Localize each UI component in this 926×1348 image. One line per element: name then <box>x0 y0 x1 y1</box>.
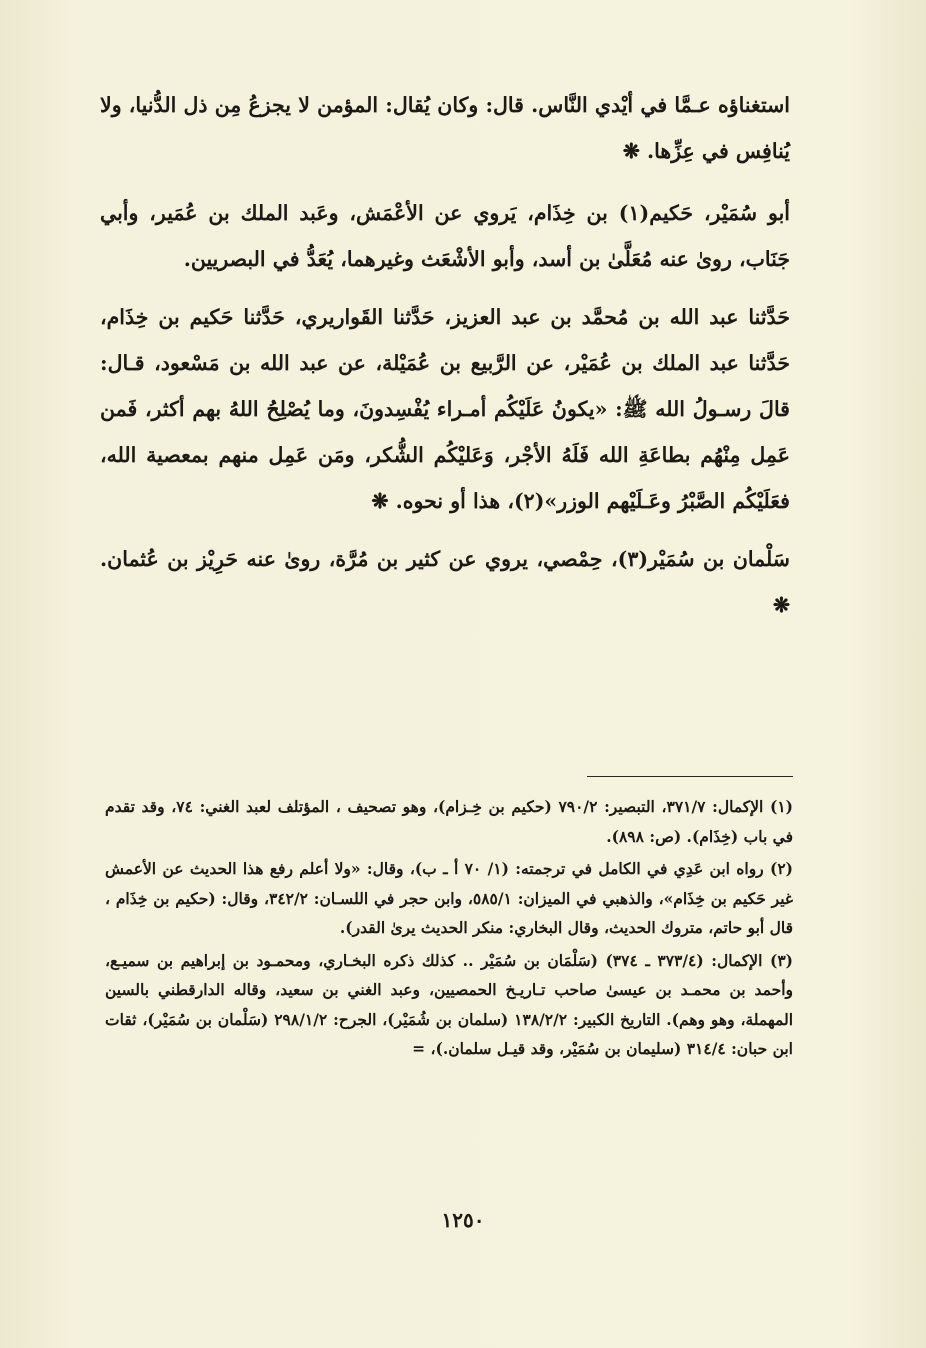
footnote-3: (٣) الإكمال: (٣٧٣/٤ ـ ٣٧٤) (سَلْمَان بن سُمَيْر .. كذلك ذكره البخـاري، ومحمـود بن إبراهيم بن سميـع، وأحمد بن محمـد بن عيسىٰ صاحب تـاريـخ الحمصيين، وعبد الغني بن سعيد، وقاله الدارقطني بالسين المهملة، وهو وهم). التاريخ الكبير: ١٣٨/٢/٢ (سلمان بن شُمَيْر)، الجرح: ٢٩٨/١/٢ (سَلْمان بن سُمَيْر)، ثقات ابن حبان: ٣١٤/٤ (سليمان بن سُمَيْر، وقد قيـل سلمان.)، = <box>105 950 794 1058</box>
page-number: ١٢٥٠ <box>441 1208 485 1232</box>
paragraph-2: أبو سُمَيْر، حَكيم(١) بن خِذَام، يَروي عن الأعْمَش، وعَبد الملك بن عُمَير، وأبي جَنَاب، روىٰ عنه مُعَلَّىٰ بن أسد، وأبو الأشْعَث وغيرهما، يُعَدُّ في البصريين. <box>100 201 790 271</box>
footnote-2: (٢) رواه ابن عَدِي في الكامل في ترجمته: (١/ ٧٠ أ ـ ب)، وقال: «ولا أعلم رفع هذا الحديث عن الأعمش غير حَكيم بن خِذَام»، والذهبي في الميزان: ٥٨٥/١، وابن حجر في اللسـان: ٣٤٢/٢، وقال: (حكيم بن خِذَام ، قال أبو حاتم، متروك الحديث، وقال البخاري: منكر الحديث يرىٰ القدر). <box>105 859 793 937</box>
footnote-separator <box>587 776 793 777</box>
main-text <box>100 82 790 640</box>
footnotes <box>105 792 793 1067</box>
paragraph-4: سَلْمان بن سُمَيْر(٣)، حِمْصي، يروي عن كثير بن مُرَّة، روىٰ عنه حَرِيْز بن عُثمان. ❋ <box>100 547 790 617</box>
paragraph-3: حَدَّثنا عبد الله بن مُحمَّد بن عبد العزيز، حَدَّثنا القَواريري، حَدَّثنا حَكيم بن خِذَام، حَدَّثنا عبد الملك بن عُمَيْر، عن الرَّبيع بن عُمَيْلة، عن عبد الله بن مَسْعود، قـال: قالَ رسـولُ الله ﷺ: «يكونُ عَلَيْكُم أمـراء يُفْسِدونَ، وما يُصْلِحُ اللهُ بهم أكثر، فَمن عَمِل مِنْهُم بطاعَةِ الله فَلَهُ الأجْر، وَعَليْكُم الشُّكر، ومَن عَمِل منهم بمعصية الله، فعَلَيْكُم الصَّبْرُ وعَـلَيْهم الوزر»(٢)، هذا أو نحوه. ❋ <box>100 305 790 513</box>
paragraph-1: استغناؤه عـمَّا في أيْدي النَّاس. قال: وكان يُقال: المؤمن لا يجزعُ مِن ذل الدُّنيا، ولا يُنافِس في عِزِّها. ❋ <box>100 93 790 163</box>
footnote-1: (١) الإكمال: ٣٧١/٧، التبصير: ٧٩٠/٢ (حكيم بن خِـزام)، وهو تصحيف ، المؤتلف لعبد الغني: ٧٤، وقد تقدم في باب (خِذَام). (ص: ٨٩٨). <box>105 797 793 846</box>
